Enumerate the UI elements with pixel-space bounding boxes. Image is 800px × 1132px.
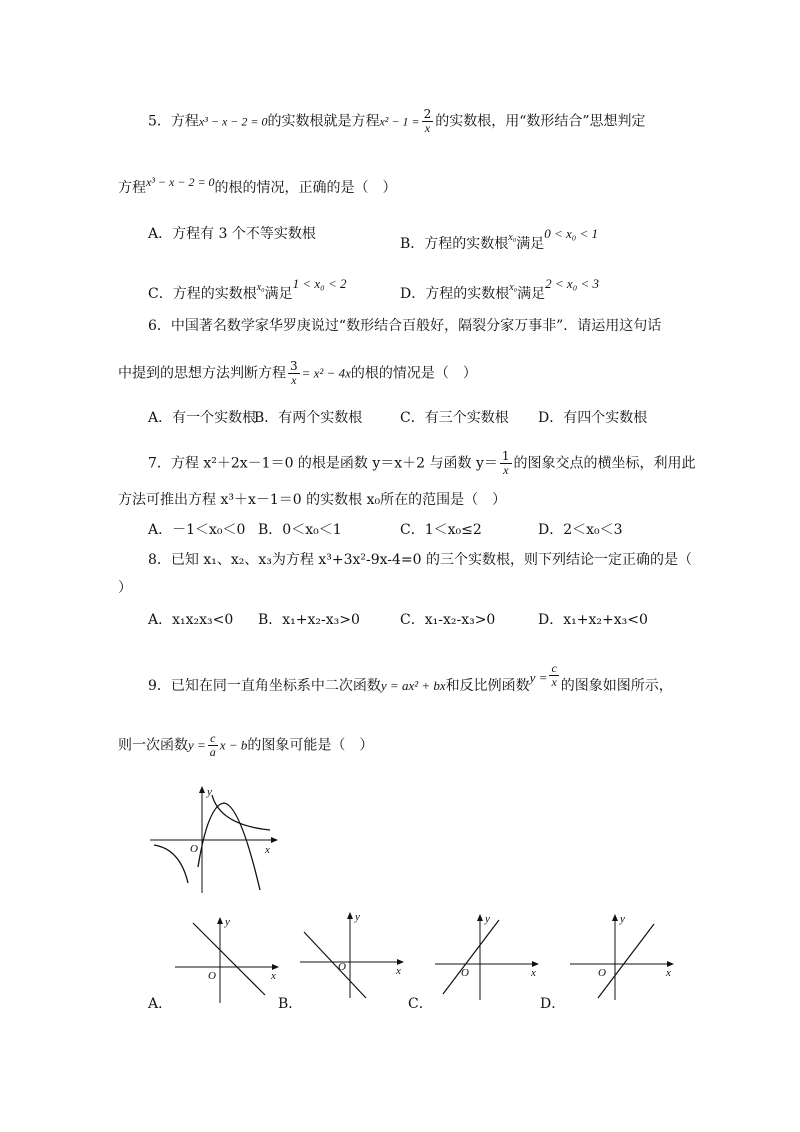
graph-a-y-label: y [225, 916, 230, 928]
graph-b-y-label: y [355, 911, 360, 923]
q5-option-b[interactable] [400, 224, 598, 254]
q5-option-b-text: B．方程的实数根 [400, 236, 509, 252]
q8-line2: ） [118, 580, 132, 596]
q9-graph-c[interactable] [435, 912, 545, 1002]
graph-c-line [443, 920, 499, 994]
graph-b-x-label: x [396, 965, 401, 977]
q8-option-c[interactable]: C．x₁-x₂-x₃>0 [400, 612, 496, 628]
graph-a-y-arrow [217, 917, 223, 924]
q5-option-d-var: x₀ [509, 282, 518, 293]
q5-option-d[interactable] [400, 274, 599, 304]
q5-line2 [118, 172, 397, 198]
q5-option-d-mid: 满足 [517, 286, 546, 302]
q9-text-b: 和反比例函数 [445, 678, 530, 694]
q9-line2 [118, 732, 373, 759]
q8-option-d[interactable]: D．x₁+x₂+x₃<0 [538, 612, 648, 628]
q7-option-b[interactable]: B．0＜x₀＜1 [258, 522, 342, 538]
q9-equation-1: y = ax² + bx [380, 678, 446, 693]
q6-equation-right: = x² − 4x [301, 365, 351, 381]
q9-text-a: 9．已知在同一直角坐标系中二次函数 [148, 678, 381, 694]
q8-option-b[interactable]: B．x₁+x₂-x₃>0 [258, 612, 360, 628]
main-y-arrow [199, 786, 205, 793]
q9-graph-d[interactable] [570, 912, 680, 1002]
q5-fraction-num: 2 [423, 107, 432, 121]
main-x-label: x [265, 844, 270, 856]
q6-line2 [118, 360, 477, 387]
q7-fraction-num: 1 [501, 449, 510, 463]
q6-fraction-den: x [291, 373, 297, 387]
q9-fraction-2 [208, 732, 218, 759]
q9-fraction-1-num: c [551, 661, 557, 675]
q9-label-d[interactable]: D． [540, 996, 566, 1012]
graph-d-y-label: y [620, 913, 625, 925]
q5-option-d-cond: 2 < x₀ < 3 [545, 276, 599, 291]
graph-d-line [598, 924, 654, 998]
q7-line2: 方法可推出方程 x³＋x－1＝0 的实数根 x₀所在的范围是（ ） [118, 492, 507, 508]
q6-text-b: 的根的情况是（ ） [350, 365, 477, 382]
q5-text-d: 方程 [118, 180, 146, 196]
q7-text-b: 的图象交点的横坐标，利用此 [513, 455, 696, 472]
q7-line1 [148, 450, 696, 477]
q9-equation-3-right: x − b [219, 737, 248, 753]
main-y-label: y [207, 786, 212, 798]
graph-c-y-label: y [485, 913, 490, 925]
hyperbola-branch-left [154, 845, 188, 883]
graph-c-y-arrow [477, 914, 483, 921]
q5-equation-3: x³ − x − 2 = 0 [146, 175, 215, 189]
q5-option-c-cond: 1 < x₀ < 2 [292, 276, 347, 291]
graph-d-y-arrow [612, 914, 618, 921]
graph-a-origin: O [208, 970, 216, 982]
graph-b-y-arrow [347, 912, 353, 919]
q6-text-a: 中提到的思想方法判断方程 [118, 365, 286, 382]
q9-main-figure [150, 785, 280, 895]
parabola-curve [198, 803, 260, 890]
q9-label-b[interactable]: B． [278, 996, 303, 1012]
q7-text-a: 7．方程 x²＋2x－1＝0 的根是函数 y＝x＋2 与函数 y＝ [148, 455, 498, 472]
q9-graph-a[interactable] [175, 915, 285, 1005]
q5-fraction-den: x [424, 121, 431, 135]
q5-option-a[interactable]: A．方程有 3 个不等实数根 [148, 226, 316, 242]
q6-option-a[interactable]: A．有一个实数根 [148, 410, 257, 426]
q5-equation-2-left: x² − 1 = [379, 114, 420, 129]
q5-text-a: 5．方程 [148, 113, 199, 130]
q6-line1: 6．中国著名数学家华罗庚说过“数形结合百般好，隔裂分家万事非”．请运用这句话 [148, 318, 662, 334]
q5-text-e: 的根的情况，正确的是（ ） [214, 180, 397, 196]
graph-a-x-label: x [271, 970, 276, 982]
q9-text-d: 则一次函数 [118, 737, 188, 754]
graph-b-origin: O [338, 961, 346, 973]
q5-option-c-text: C．方程的实数根 [148, 286, 257, 302]
q6-fraction-num: 3 [290, 359, 298, 373]
q9-label-a[interactable]: A． [148, 996, 173, 1012]
q9-equation-2-left: y = [529, 670, 548, 685]
q9-fraction-2-den: a [209, 745, 216, 759]
q5-option-b-mid: 满足 [516, 236, 545, 252]
q5-option-c[interactable] [148, 274, 346, 304]
q6-option-c[interactable]: C．有三个实数根 [400, 410, 509, 426]
q9-text-c: 的图象如图所示， [560, 678, 673, 694]
q5-fraction [422, 108, 434, 135]
q5-text-c: 的实数根，用“数形结合”思想判定 [435, 113, 646, 130]
graph-d-x-label: x [666, 967, 671, 979]
q9-graph-b[interactable] [300, 910, 410, 1000]
q9-label-c[interactable]: C． [408, 996, 433, 1012]
main-origin-label: O [190, 843, 198, 855]
q6-option-b[interactable]: B．有两个实数根 [254, 410, 363, 426]
q8-line1: 8．已知 x₁、x₂、x₃为方程 x³+3x²-9x-4=0 的三个实数根，则下列结论一定正确的是（ [148, 552, 692, 568]
q9-fraction-1-den: x [551, 675, 557, 689]
q9-equation-3-left: y = [188, 737, 206, 753]
graph-c-origin: O [461, 967, 469, 979]
q5-option-d-text: D．方程的实数根 [400, 286, 510, 302]
q9-fraction-2-num: c [208, 732, 218, 746]
q5-equation-1: x³ − x − 2 = 0 [198, 114, 268, 129]
q7-option-c[interactable]: C．1＜x₀≤2 [400, 522, 482, 538]
q6-fraction [288, 360, 300, 387]
q9-text-e: 的图象可能是（ ） [247, 737, 374, 754]
q6-option-d[interactable]: D．有四个实数根 [538, 410, 648, 426]
q5-option-c-var: x₀ [256, 282, 265, 293]
graph-b-line [304, 932, 366, 998]
q5-option-c-mid: 满足 [264, 286, 293, 302]
q5-option-b-var: x₀ [508, 232, 517, 243]
graph-c-x-label: x [531, 967, 536, 979]
q5-line1 [148, 108, 646, 135]
q7-option-a[interactable]: A．－1＜x₀＜0 [148, 522, 246, 538]
q7-option-d[interactable]: D．2＜x₀＜3 [538, 522, 623, 538]
q7-fraction [500, 450, 512, 477]
q5-text-b: 的实数根就是方程 [267, 113, 380, 130]
graph-a-line [193, 923, 265, 995]
q5-option-b-cond: 0 < x₀ < 1 [544, 226, 599, 241]
q9-line1 [148, 662, 673, 696]
graph-d-origin: O [598, 967, 606, 979]
q7-fraction-den: x [503, 463, 509, 477]
q9-fraction-1 [549, 662, 558, 689]
main-x-arrow [271, 837, 278, 843]
q8-option-a[interactable]: A．x₁x₂x₃<0 [148, 612, 234, 628]
